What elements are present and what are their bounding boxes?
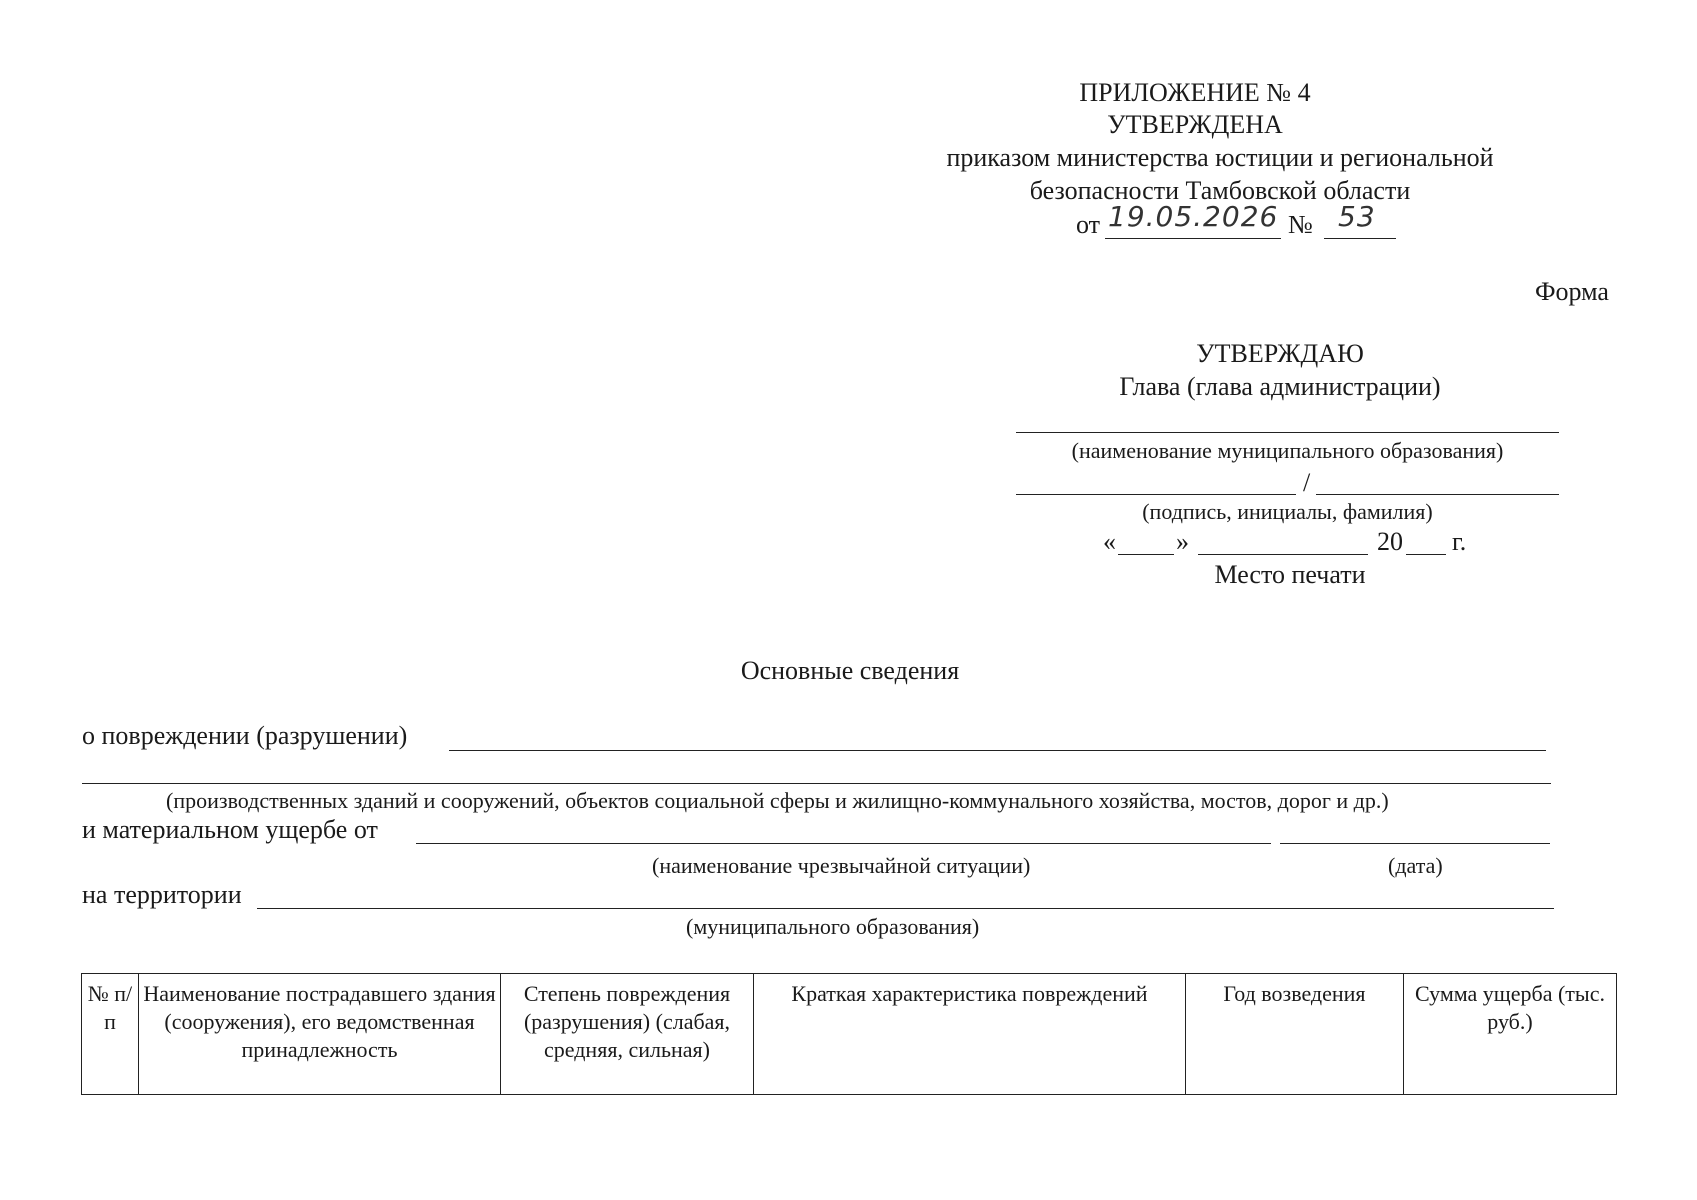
damage-caption: (производственных зданий и сооружений, объектов социальной сферы и жилищно-коммунального хозяйства, мостов, дорог и др.) <box>166 788 1389 813</box>
form-label: Форма <box>1535 277 1609 306</box>
damage-table <box>81 973 1617 1095</box>
territory-caption: (муниципального образования) <box>686 914 980 939</box>
year-prefix: 20 <box>1377 527 1403 556</box>
date-quote-open: « <box>1103 527 1116 556</box>
signature-caption: (подпись, инициалы, фамилия) <box>1142 499 1433 524</box>
order-line-2: безопасности Тамбовской области <box>1029 176 1411 205</box>
territory-line <box>257 908 1554 909</box>
header-damage-degree: Степень повреждения (разрушения) (слабая, средняя, сильная) <box>501 974 754 1095</box>
emergency-date-line <box>1280 843 1550 844</box>
name-line <box>1316 494 1559 495</box>
order-line-1: приказом министерства юстиции и региональной <box>946 143 1494 172</box>
header-building-name: Наименование пострадавшего здания (сооружения), его ведомственная принадлежность <box>139 974 501 1095</box>
date-quote-close: » <box>1176 527 1189 556</box>
emergency-line <box>416 843 1271 844</box>
emergency-caption: (наименование чрезвычайной ситуации) <box>652 853 1031 878</box>
number-underline <box>1324 238 1396 239</box>
header-damage-description: Краткая характеристика повреждений <box>754 974 1186 1095</box>
approval-head: Глава (глава администрации) <box>1119 372 1441 401</box>
from-label: от <box>1076 210 1101 239</box>
damage-line-2 <box>82 783 1551 784</box>
number-label: № <box>1288 210 1313 239</box>
date-caption: (дата) <box>1388 853 1443 878</box>
order-number-handwritten: 53 <box>1338 200 1376 233</box>
year-line <box>1406 554 1446 555</box>
damage-line <box>449 750 1546 751</box>
damage-label: о повреждении (разрушении) <box>82 721 408 750</box>
municipality-line <box>1016 432 1559 433</box>
year-suffix: г. <box>1452 527 1467 556</box>
header-damage-amount: Сумма ущерба (тыс. руб.) <box>1404 974 1617 1095</box>
section-title: Основные сведения <box>740 656 960 685</box>
month-line <box>1198 554 1368 555</box>
stamp-place: Место печати <box>1214 560 1366 589</box>
municipality-caption: (наименование муниципального образования) <box>1071 438 1504 463</box>
header-construction-year: Год возведения <box>1186 974 1404 1095</box>
order-date-handwritten: 19.05.2026 <box>1108 200 1279 233</box>
appendix-title: ПРИЛОЖЕНИЕ № 4 <box>1079 78 1311 107</box>
approved-label: УТВЕРЖДЕНА <box>1107 110 1283 139</box>
header-number: № п/п <box>82 974 139 1095</box>
signature-line <box>1016 494 1296 495</box>
day-line <box>1118 554 1174 555</box>
signature-slash: / <box>1303 468 1311 497</box>
material-label: и материальном ущербе от <box>82 815 378 844</box>
table-header-row <box>82 974 1617 1095</box>
approval-title: УТВЕРЖДАЮ <box>1196 339 1364 368</box>
territory-label: на территории <box>82 880 242 909</box>
date-underline <box>1105 238 1281 239</box>
